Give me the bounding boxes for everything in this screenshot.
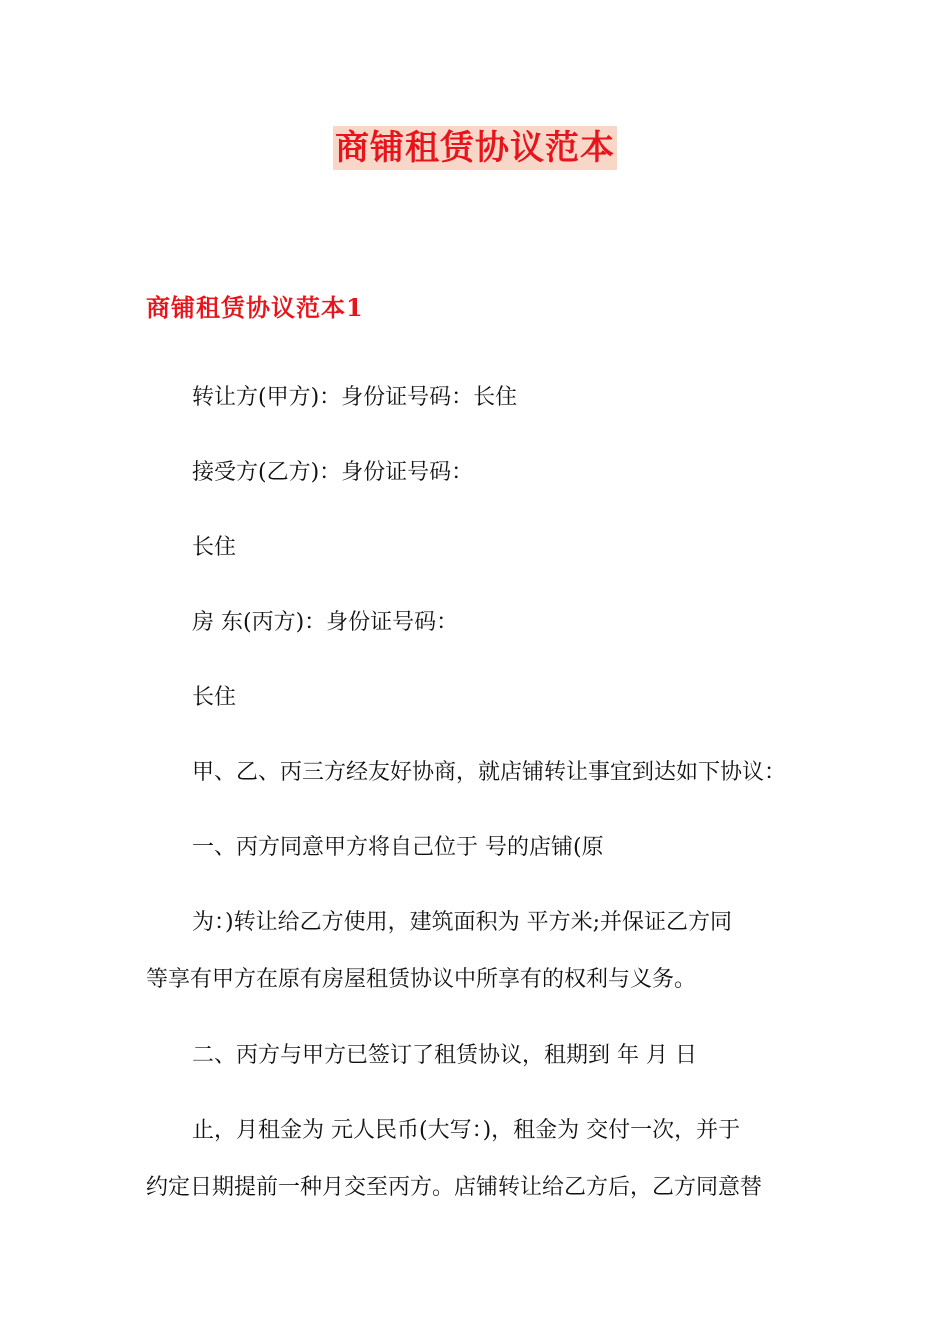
line-text: 房 东(丙方)：身份证号码：	[192, 610, 459, 635]
clause-1-line-1	[146, 830, 810, 866]
clause-1-line-2	[146, 905, 810, 941]
party-b-line	[146, 455, 810, 491]
agreement-intro-line	[146, 755, 810, 791]
line-text: 约定日期提前一种月交至丙方。店铺转让给乙方后，乙方同意替	[146, 1175, 763, 1200]
line-text: 转让方(甲方)：身份证号码：长住	[192, 385, 518, 410]
document-title: 商铺租赁协议范本	[335, 128, 615, 168]
line-text: 止，月租金为 元人民币(大写：)，租金为 交付一次，并于	[192, 1118, 741, 1143]
party-b-residence-line	[146, 530, 810, 566]
line-text: 接受方(乙方)：身份证号码：	[192, 460, 474, 485]
clause-2-line-2	[146, 1113, 810, 1149]
line-text: 一、丙方同意甲方将自己位于 号的店铺(原	[192, 835, 604, 860]
party-c-residence-line	[146, 680, 810, 716]
title-container	[0, 126, 950, 170]
line-text: 甲、乙、丙三方经友好协商，就店铺转让事宜到达如下协议：	[192, 760, 787, 785]
clause-1-line-3	[146, 962, 810, 998]
section-heading: 商铺租赁协议范本1	[146, 293, 364, 322]
party-c-line	[146, 605, 810, 641]
line-text: 等享有甲方在原有房屋租赁协议中所享有的权利与义务。	[146, 967, 697, 992]
party-a-line	[146, 380, 810, 416]
line-text: 为：)转让给乙方使用，建筑面积为 平方米;并保证乙方同	[192, 910, 732, 935]
clause-2-line-1	[146, 1038, 810, 1074]
line-text: 长住	[192, 685, 237, 710]
clause-2-line-3	[146, 1170, 810, 1206]
line-text: 长住	[192, 535, 237, 560]
line-text: 二、丙方与甲方已签订了租赁协议，租期到 年 月 日	[192, 1043, 697, 1068]
